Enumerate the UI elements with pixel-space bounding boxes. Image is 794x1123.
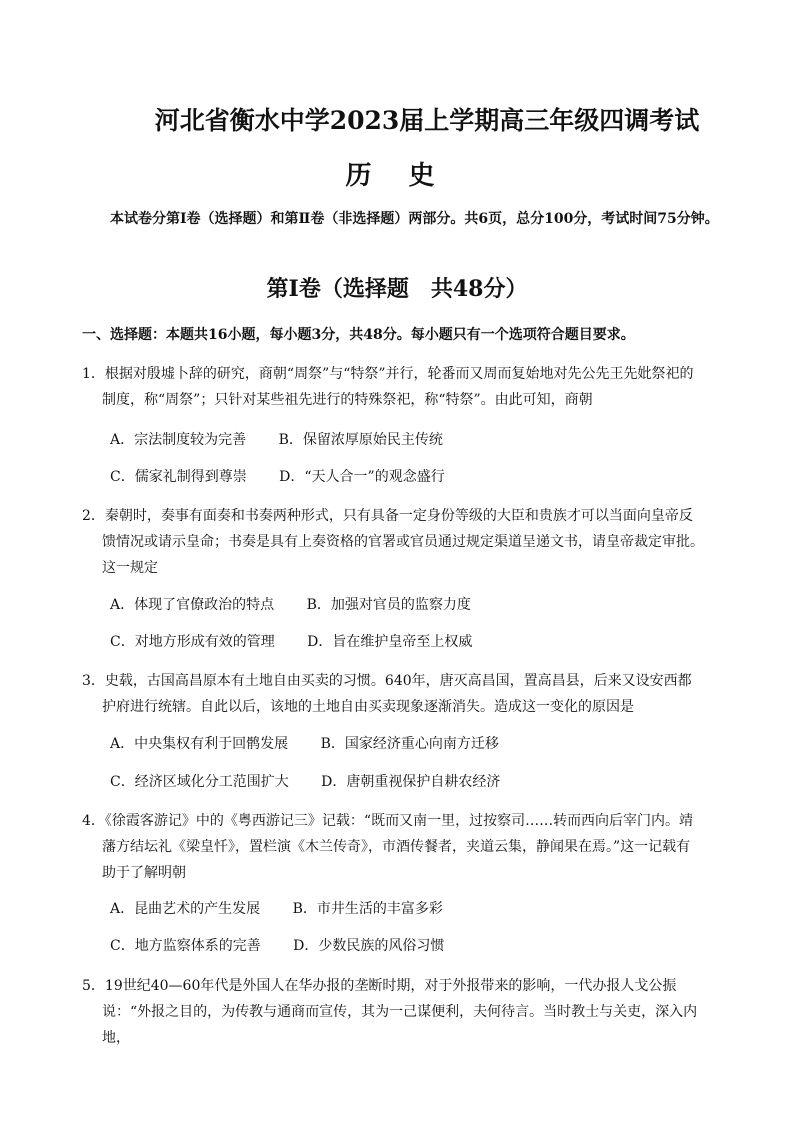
option-c: C．经济区域化分工范围扩大 (110, 774, 289, 790)
question-stem: 1．根据对殷墟卜辞的研究，商朝“周祭”与“特祭”并行，轮番而又周而复始地对先公先王先妣祭祀的制度，称“周祭”；只针对某些祖先进行的特殊祭祀，称“特祭”。由此可知，商朝 (82, 366, 694, 408)
option-b: B．保留浓厚原始民主传统 (278, 432, 443, 448)
question-4-options-row-1 (110, 898, 471, 918)
question-stem: 4．《徐霞客游记》中的《粤西游记三》记载：“既而又南一里，过按察司……转而西向后宰门内。靖藩方结坛礼《梁皇忏》，置栏演《木兰传奇》，市酒传餐者，夹道云集，静闻果在焉。”这一记载有助于了解明朝 (82, 813, 694, 881)
option-a: A．体现了官僚政治的特点 (110, 597, 275, 613)
option-d: D．“天人合一”的观念盛行 (279, 469, 445, 485)
option-b: B．国家经济重心向南方迁移 (320, 736, 499, 752)
question-3-options-row-1 (110, 733, 527, 753)
question-4 (82, 808, 704, 886)
option-d: D．旨在维护皇帝至上权威 (307, 634, 473, 650)
option-d: D．唐朝重视保护自耕农经济 (321, 774, 501, 790)
option-a: A．昆曲艺术的产生发展 (110, 901, 261, 917)
question-1-options-row-1 (110, 429, 471, 449)
option-b: B．市井生活的丰富多彩 (292, 901, 443, 917)
section-title: 第Ⅰ卷（选择题 共48分） (266, 276, 528, 302)
option-a: A．宗法制度较为完善 (110, 432, 247, 448)
exam-intro: 本试卷分第Ⅰ卷（选择题）和第Ⅱ卷（非选择题）两部分。共6页，总分100分，考试时间75分钟。 (110, 211, 719, 227)
question-1-options-row-2 (110, 466, 473, 486)
option-c: C．儒家礼制得到尊崇 (110, 469, 247, 485)
part-title: 一、选择题：本题共16小题，每小题3分，共48分。每小题只有一个选项符合题目要求。 (82, 327, 635, 343)
question-1 (82, 361, 704, 413)
option-a: A．中央集权有利于回鹘发展 (110, 736, 289, 752)
question-2-options-row-2 (110, 631, 500, 651)
subject-title: 历 史 (345, 161, 449, 191)
question-5 (82, 973, 704, 1051)
question-4-options-row-2 (110, 935, 472, 955)
question-stem: 2．秦朝时，奏事有面奏和书奏两种形式，只有具备一定身份等级的大臣和贵族才可以当面向皇帝反馈情况或请示皇命；书奏是具有上奏资格的官署或官员通过规定渠道呈递文书，请皇帝裁定审批。这一规定 (82, 508, 704, 576)
question-2-options-row-1 (110, 594, 499, 614)
question-3-options-row-2 (110, 771, 528, 791)
exam-title: 河北省衡水中学2023届上学期高三年级四调考试 (154, 106, 700, 135)
question-2 (82, 503, 704, 581)
question-stem: 3．史载，古国高昌原本有土地自由买卖的习惯。640年，唐灭高昌国，置高昌县，后来又设安西都护府进行统辖。自此以后，该地的土地自由买卖现象逐渐消失。造成这一变化的原因是 (82, 673, 692, 715)
question-3 (82, 668, 704, 720)
question-stem: 5．19世纪40—60年代是外国人在华办报的垄断时期，对于外报带来的影响，一代办报人戈公振说：“外报之目的，为传教与通商而宣传，其为一己谋便利，夫何待言。当时教士与关吏，深入内地， (82, 978, 698, 1046)
option-c: C．地方监察体系的完善 (110, 938, 261, 954)
option-c: C．对地方形成有效的管理 (110, 634, 275, 650)
option-d: D．少数民族的风俗习惯 (293, 938, 445, 954)
option-b: B．加强对官员的监察力度 (306, 597, 471, 613)
